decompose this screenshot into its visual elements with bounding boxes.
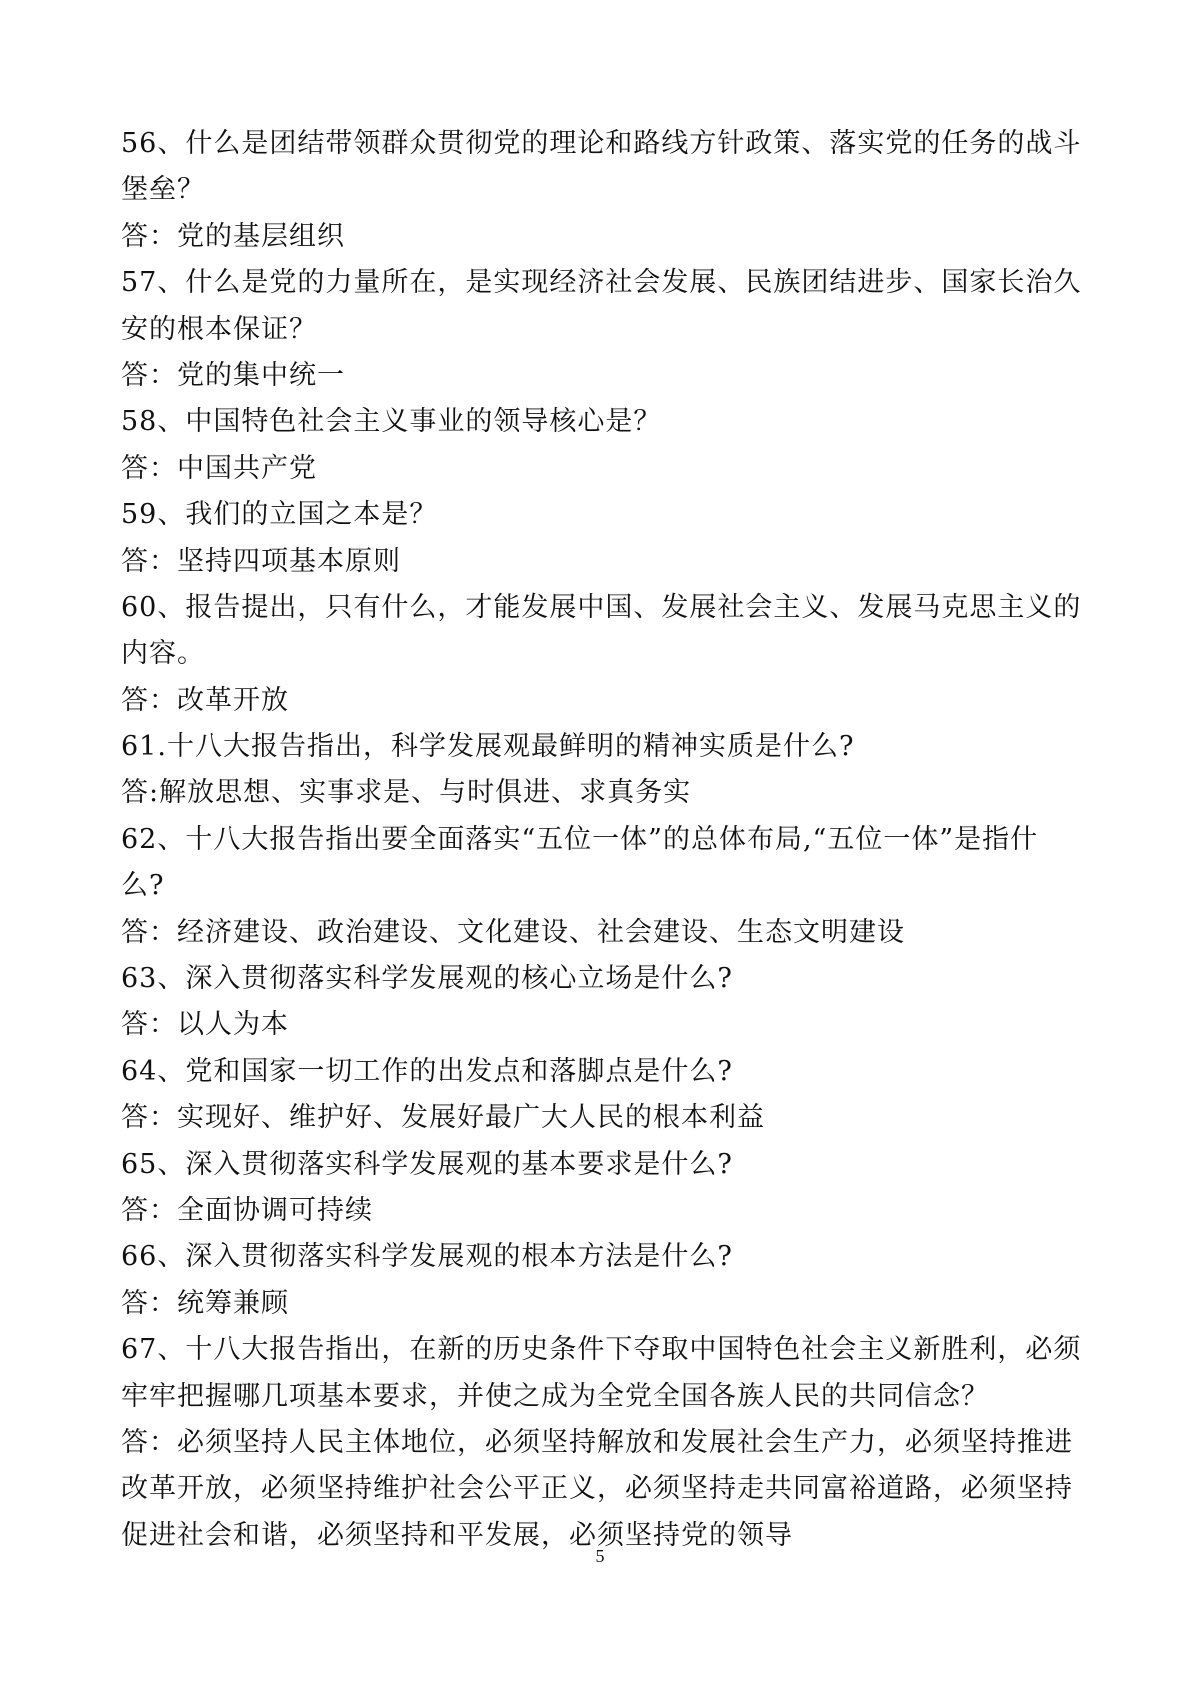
text-line: 牢牢把握哪几项基本要求，并使之成为全党全国各族人民的共同信念？ bbox=[121, 1380, 989, 1412]
text-line: 66、深入贯彻落实科学发展观的根本方法是什么? bbox=[121, 1241, 733, 1273]
text-line: 答：以人为本 bbox=[121, 1009, 289, 1041]
text-line: 答：党的基层组织 bbox=[121, 220, 345, 252]
text-line: 答：坚持四项基本原则 bbox=[121, 545, 401, 577]
text-line: 58、中国特色社会主义事业的领导核心是？ bbox=[121, 406, 662, 438]
text-line: 57、什么是党的力量所在，是实现经济社会发展、民族团结进步、国家长治久 bbox=[121, 267, 1082, 299]
text-line: 答：实现好、维护好、发展好最广大人民的根本利益 bbox=[121, 1102, 765, 1134]
text-line: 答：改革开放 bbox=[121, 684, 289, 716]
text-line: 堡垒？ bbox=[121, 174, 205, 206]
text-line: 答:解放思想、实事求是、与时俱进、求真务实 bbox=[121, 777, 692, 809]
text-line: 安的根本保证？ bbox=[121, 313, 317, 345]
text-line: 63、深入贯彻落实科学发展观的核心立场是什么? bbox=[121, 963, 733, 995]
text-line: 答：经济建设、政治建设、文化建设、社会建设、生态文明建设 bbox=[121, 916, 905, 948]
text-line: 59、我们的立国之本是？ bbox=[121, 499, 438, 531]
page-number: 5 bbox=[595, 1546, 605, 1566]
text-line: 64、党和国家一切工作的出发点和落脚点是什么? bbox=[121, 1055, 733, 1087]
text-line: 内容。 bbox=[121, 638, 205, 670]
text-line: 60、报告提出，只有什么，才能发展中国、发展社会主义、发展马克思主义的 bbox=[121, 591, 1082, 623]
text-line: 65、深入贯彻落实科学发展观的基本要求是什么? bbox=[121, 1148, 733, 1180]
text-line: 答：党的集中统一 bbox=[121, 359, 345, 391]
text-line: 56、什么是团结带领群众贯彻党的理论和路线方针政策、落实党的任务的战斗 bbox=[121, 128, 1082, 159]
text-line: 62、十八大报告指出要全面落实“五位一体”的总体布局,“五位一体”是指什 bbox=[121, 823, 1039, 855]
text-line: 61.十八大报告指出，科学发展观最鲜明的精神实质是什么? bbox=[121, 731, 855, 763]
text-line: 67、十八大报告指出，在新的历史条件下夺取中国特色社会主义新胜利，必须 bbox=[121, 1334, 1082, 1366]
text-line: 答：全面协调可持续 bbox=[121, 1194, 373, 1226]
document-body bbox=[121, 121, 1083, 1559]
text-line: 答：统筹兼顾 bbox=[121, 1287, 289, 1319]
text-line: 么? bbox=[121, 870, 165, 902]
text-line: 答：必须坚持人民主体地位，必须坚持解放和发展社会生产力，必须坚持推进 bbox=[121, 1426, 1073, 1458]
text-line: 促进社会和谐，必须坚持和平发展，必须坚持党的领导 bbox=[121, 1519, 793, 1551]
text-line: 答：中国共产党 bbox=[121, 452, 317, 484]
text-line: 改革开放，必须坚持维护社会公平正义，必须坚持走共同富裕道路，必须坚持 bbox=[121, 1473, 1073, 1505]
